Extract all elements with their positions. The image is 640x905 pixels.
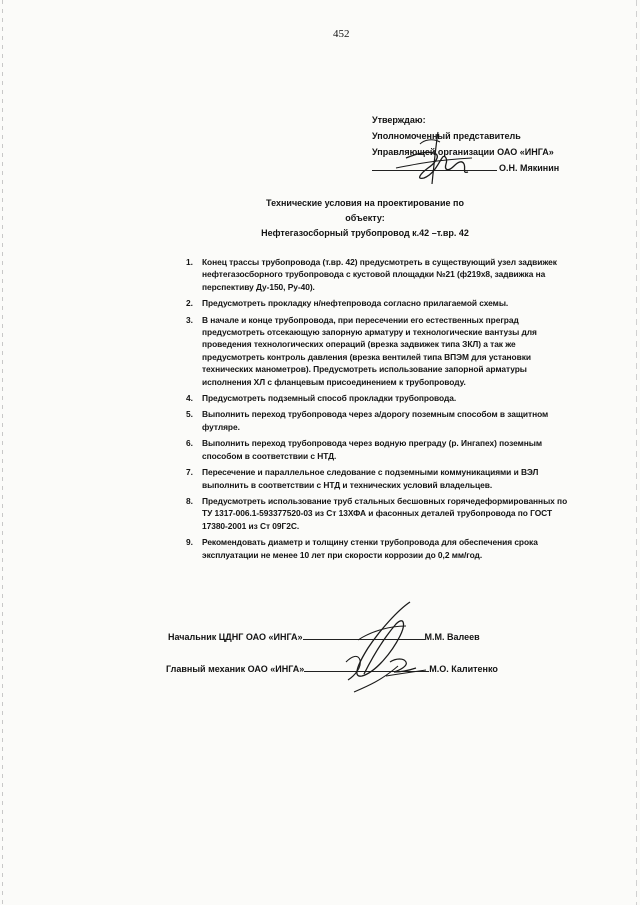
list-item: [182, 256, 572, 293]
list-item: [182, 408, 572, 433]
approval-block: [372, 112, 559, 176]
signature-underline: [372, 170, 497, 171]
signature-underline: [304, 671, 429, 672]
item-text: Пересечение и параллельное следование с подземными коммуникациями и ВЭЛ выполнить в соответствии с НТД и технических условий владельцев.: [202, 467, 539, 490]
list-item: [182, 466, 572, 491]
signatory-position: Начальник ЦДНГ ОАО «ИНГА»: [168, 632, 303, 642]
item-text: Конец трассы трубопровода (т.вр. 42) предусмотреть в существующий узел задвижек нефтегазосборного трубопровода с кустовой площадки №21 (ф219х8, задвижка на перспективу Ду-150, Ру-40).: [202, 257, 557, 292]
approval-line-1: Уполномоченный представитель: [372, 131, 521, 141]
approval-signatory: О.Н. Мякинин: [499, 163, 560, 173]
signatory-name: М.М. Валеев: [424, 632, 480, 642]
approval-heading: Утверждаю:: [372, 115, 426, 125]
signatory-position: Главный механик ОАО «ИНГА»: [166, 664, 305, 674]
item-text: Выполнить переход трубопровода через а/дорогу поземным способом в защитном футляре.: [202, 409, 549, 432]
scan-edge-right: [636, 0, 637, 905]
list-item: [182, 495, 572, 532]
page-number: 452: [333, 28, 350, 40]
item-number: 2.: [186, 298, 193, 309]
title-line-2: Нефтегазосборный трубопровод к.42 –т.вр. 42: [261, 228, 469, 238]
item-number: 1.: [186, 257, 193, 267]
signature-underline: [303, 639, 425, 640]
conditions-list: [182, 256, 572, 565]
item-text: В начале и конце трубопровода, при пересечении его естественных преград предусмотреть отсекающую запорную арматуру и технологические вантузы для проведения технологических операций (врезка задвижек типа ЗКЛ) а так же предусмотреть контроль давления (врезка вентилей типа ВПЭМ для установки технических манометров). Предусмотреть использование запорной арматуры исполнения ХЛ с фланцевым присоединением к трубопроводу.: [202, 314, 537, 387]
item-number: 5.: [186, 409, 193, 420]
document-title: [250, 196, 480, 241]
approval-signature-line: [372, 160, 559, 176]
item-number: 4.: [186, 393, 193, 404]
item-text: Рекомендовать диаметр и толщину стенки трубопровода для обеспечения срока эксплуатации не менее 10 лет при скорости коррозии до 0,2 мм/год.: [202, 537, 538, 560]
list-item: [182, 437, 572, 462]
signatory-name: М.О. Калитенко: [429, 664, 498, 674]
head-cdng-handwritten-signature: [318, 596, 428, 706]
scan-edge-left: [2, 0, 3, 905]
item-number: 9.: [186, 537, 193, 548]
item-text: Предусмотреть прокладку н/нефтепровода согласно прилагаемой схемы.: [202, 298, 509, 309]
list-item: [182, 392, 572, 404]
item-number: 7.: [186, 467, 193, 478]
item-text: Предусмотреть подземный способ прокладки трубопровода.: [202, 393, 457, 404]
list-item: [182, 297, 572, 309]
list-item: [182, 536, 572, 561]
item-text: Предусмотреть использование труб стальных бесшовных горячедеформированных по ТУ 1317-006.1-593377520-03 из Ст 13ХФА и фасонных деталей трубопровода по ГОСТ 17380-2001 из Ст 09Г2С.: [202, 495, 568, 531]
list-item: [182, 314, 572, 388]
item-number: 8.: [186, 495, 193, 506]
signature-row-chief-mechanic: [166, 664, 498, 674]
signature-row-head-cdng: [168, 632, 480, 642]
item-number: 3.: [186, 314, 193, 325]
title-line-1: Технические условия на проектирование по объекту:: [266, 198, 464, 223]
item-number: 6.: [186, 438, 193, 449]
item-text: Выполнить переход трубопровода через водную преграду (р. Ингапех) поземным способом в соответствии с НТД.: [202, 438, 542, 461]
approval-line-2: Управляющей организации ОАО «ИНГА»: [372, 147, 554, 157]
